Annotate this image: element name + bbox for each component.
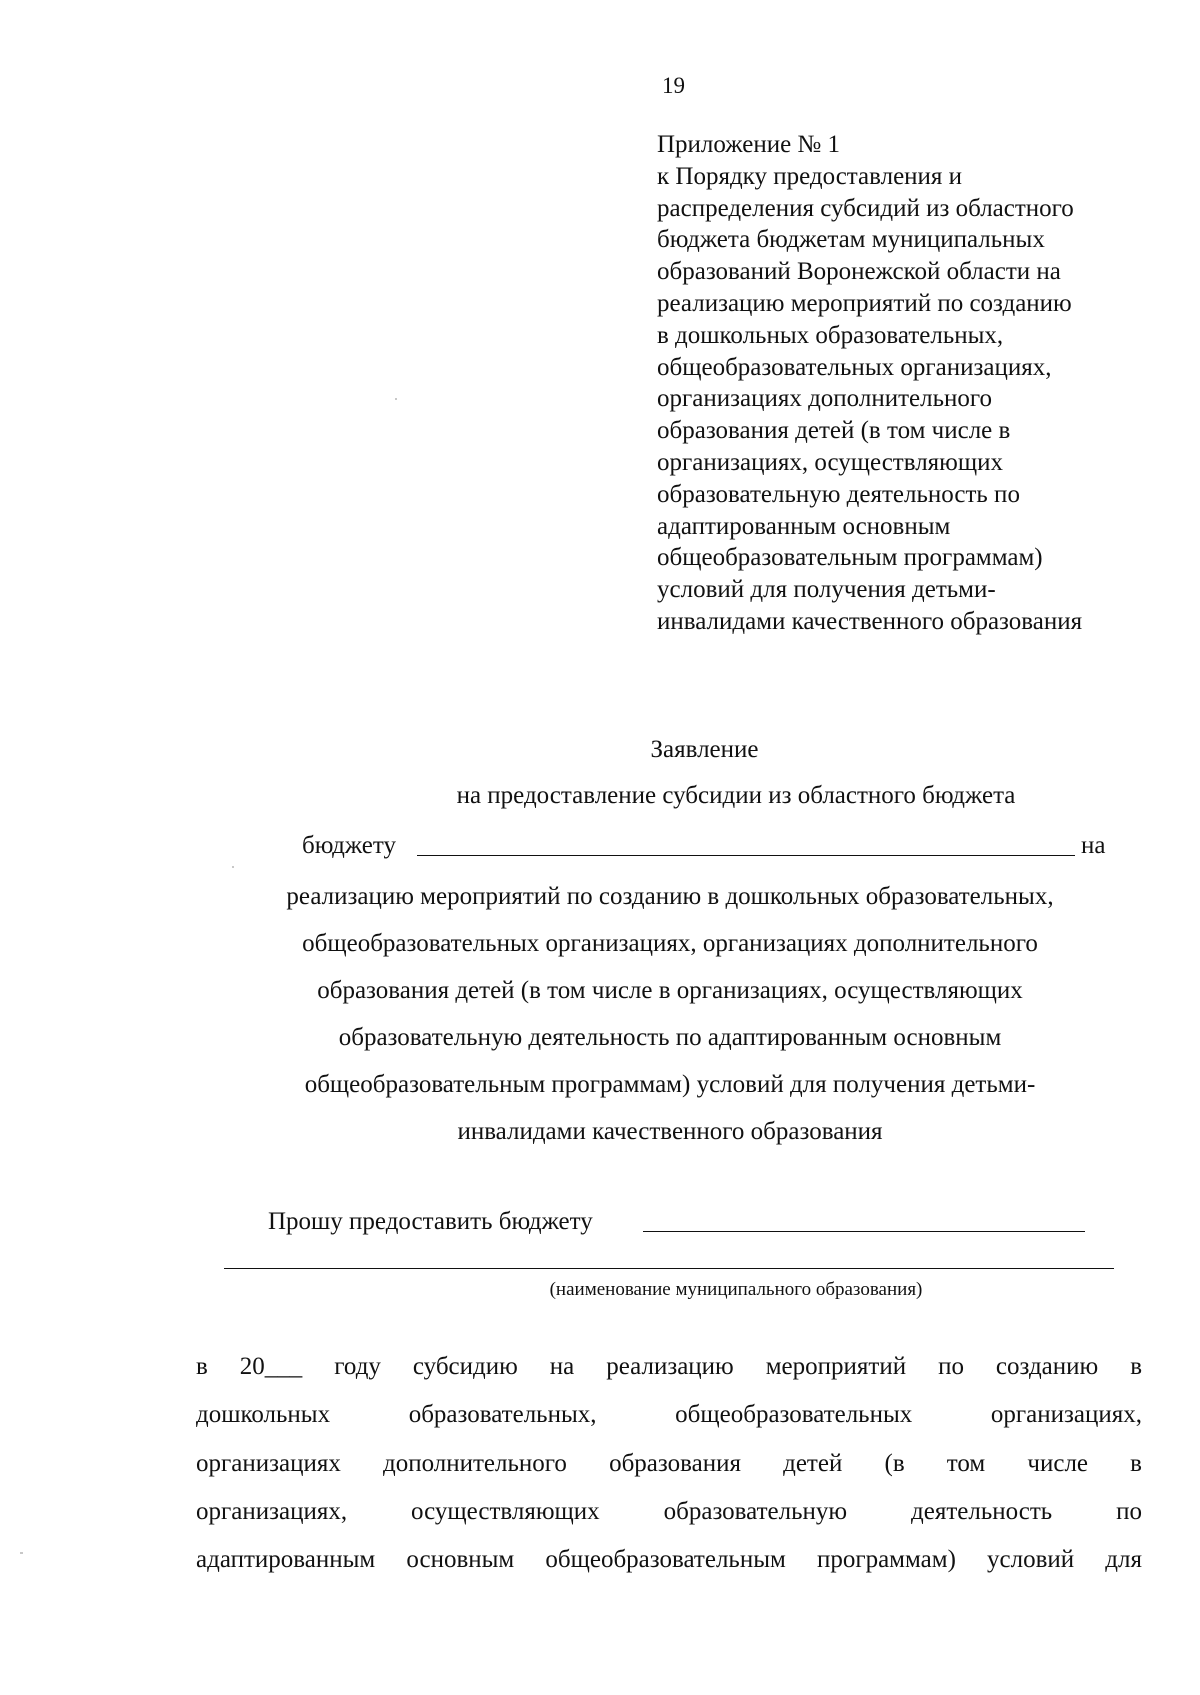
- municipality-name-field[interactable]: [643, 1231, 1085, 1232]
- statement-body-line: образовательную деятельность по адаптированным основным: [338, 1024, 1002, 1051]
- request-paragraph-line: организациях дополнительного образования детей (в том числе в: [196, 1450, 1142, 1477]
- budget-suffix: на: [1081, 832, 1106, 859]
- appendix-line: адаптированным основным: [657, 512, 951, 540]
- statement-body-line: общеобразовательным программам) условий для получения детьми-: [304, 1071, 1036, 1098]
- request-paragraph-line: адаптированным основным общеобразовательным программам) условий для: [196, 1546, 1142, 1573]
- appendix-line: в дошкольных образовательных,: [657, 321, 1004, 349]
- request-paragraph-line: в 20___ году субсидию на реализацию мероприятий по созданию в: [196, 1353, 1142, 1380]
- appendix-line: к Порядку предоставления и: [657, 162, 963, 190]
- scan-speck: [20, 1552, 23, 1554]
- appendix-line: условий для получения детьми-: [657, 576, 996, 604]
- appendix-line: общеобразовательных организациях,: [657, 353, 1052, 381]
- field-caption: (наименование муниципального образования): [549, 1279, 923, 1300]
- budget-name-field[interactable]: [417, 855, 1075, 856]
- appendix-line: образования детей (в том числе в: [657, 417, 1011, 445]
- request-paragraph-line: дошкольных образовательных, общеобразовательных организациях,: [196, 1401, 1142, 1428]
- appendix-line: распределения субсидий из областного: [657, 194, 1074, 222]
- scan-speck: [395, 398, 397, 400]
- appendix-line: организациях дополнительного: [657, 385, 992, 413]
- statement-title: Заявление: [650, 736, 759, 763]
- statement-subtitle: на предоставление субсидии из областного бюджета: [456, 782, 1016, 809]
- statement-body-line: реализацию мероприятий по созданию в дошкольных образовательных,: [286, 883, 1054, 910]
- request-paragraph-line: организациях, осуществляющих образовательную деятельность по: [196, 1498, 1142, 1525]
- budget-label: бюджету: [302, 832, 396, 859]
- statement-body-line: общеобразовательных организациях, организациях дополнительного: [302, 930, 1038, 957]
- statement-body-line: образования детей (в том числе в организациях, осуществляющих: [317, 977, 1023, 1004]
- appendix-line: реализацию мероприятий по созданию: [657, 289, 1072, 317]
- appendix-header: [657, 129, 1177, 638]
- appendix-line: образований Воронежской области на: [657, 258, 1061, 286]
- page-number: 19: [662, 73, 685, 98]
- appendix-line: организациях, осуществляющих: [657, 448, 1003, 476]
- scan-speck: [232, 866, 234, 868]
- request-prefix: Прошу предоставить бюджету: [268, 1208, 593, 1235]
- appendix-line: Приложение № 1: [657, 131, 841, 158]
- municipality-name-field-continued[interactable]: [224, 1268, 1114, 1269]
- appendix-line: бюджета бюджетам муниципальных: [657, 226, 1045, 254]
- appendix-line: инвалидами качественного образования: [657, 607, 1083, 635]
- statement-body-line: инвалидами качественного образования: [457, 1118, 883, 1145]
- appendix-line: общеобразовательным программам): [657, 544, 1043, 572]
- appendix-line: образовательную деятельность по: [657, 480, 1020, 508]
